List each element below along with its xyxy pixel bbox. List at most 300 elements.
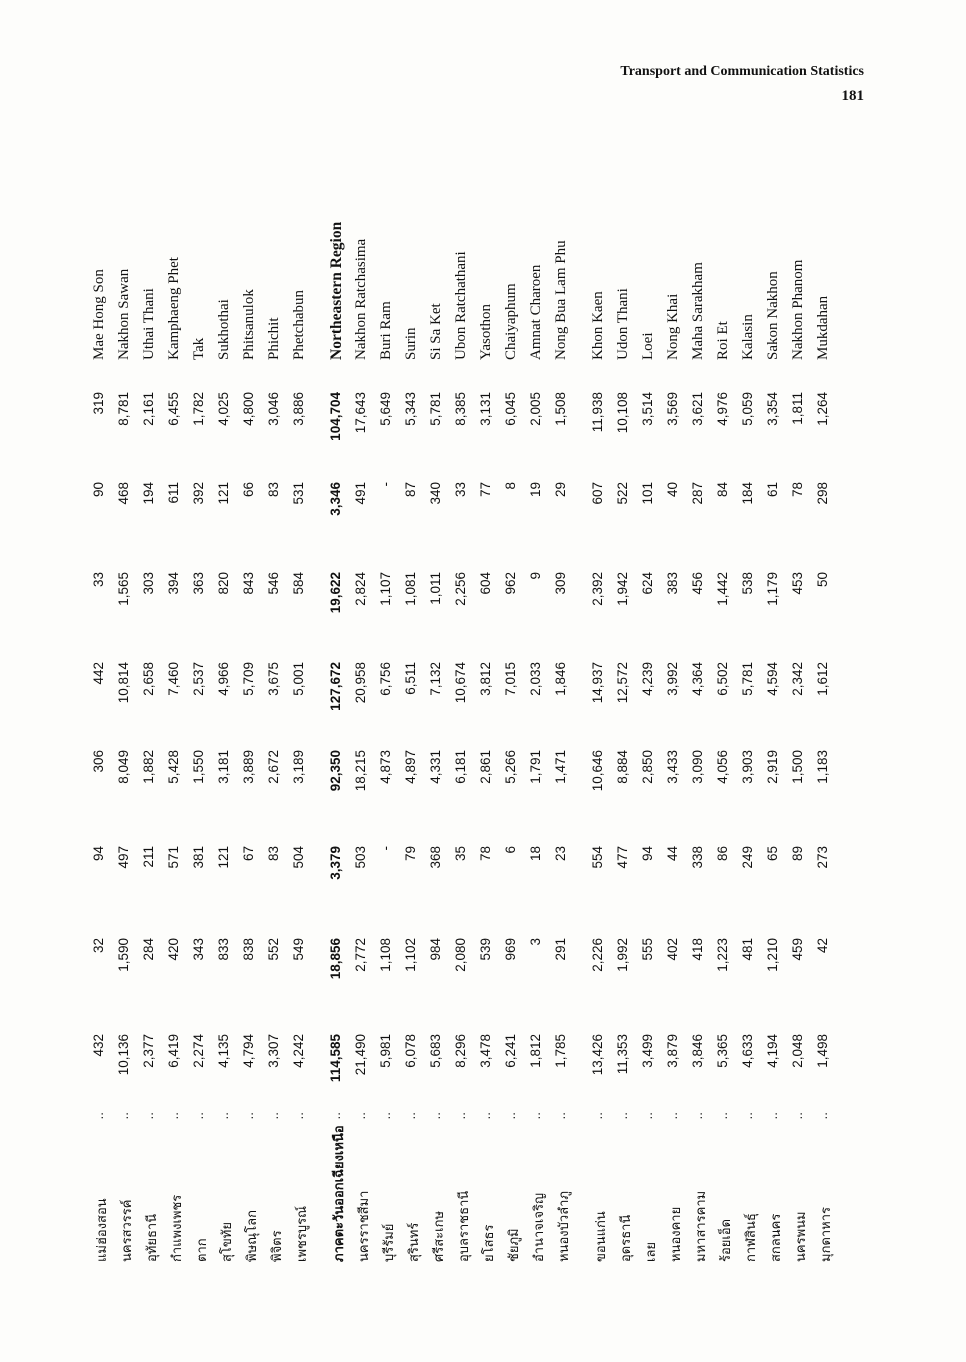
table-row <box>812 182 837 1262</box>
value-cell: 2,824 <box>353 572 368 606</box>
value-cell: 442 <box>91 662 106 685</box>
value-cell: 1,882 <box>141 750 156 784</box>
value-cell: 538 <box>740 572 755 595</box>
value-cell: 18,856 <box>328 938 343 980</box>
province-name-english: Northeastern Region <box>328 221 345 360</box>
value-cell: 19 <box>528 482 543 498</box>
province-name-english: Phichit <box>266 317 282 360</box>
value-cell: 23 <box>553 846 568 862</box>
value-cell: 3,131 <box>478 392 493 426</box>
value-cell: - <box>378 482 393 487</box>
province-name-thai: กำแพงเพชร <box>166 1120 187 1262</box>
value-cell: 1,500 <box>790 750 805 784</box>
value-cell: 504 <box>291 846 306 869</box>
value-cell: 5,428 <box>166 750 181 784</box>
value-cell: 838 <box>241 938 256 961</box>
value-cell: 7,132 <box>428 662 443 696</box>
value-cell: 18 <box>528 846 543 862</box>
value-cell: 10,674 <box>453 662 468 704</box>
value-cell: 6,511 <box>403 662 418 695</box>
value-cell: 5,683 <box>428 1034 443 1068</box>
value-cell: 481 <box>740 938 755 961</box>
province-name-thai: อุทัยธานี <box>141 1120 162 1262</box>
value-cell: 3,354 <box>765 392 780 426</box>
table-row <box>288 182 313 1262</box>
value-cell: 1,508 <box>553 392 568 426</box>
province-name-thai: อุดรธานี <box>615 1120 636 1262</box>
province-name-thai: ชัยภูมิ <box>503 1120 524 1262</box>
value-cell: 8,781 <box>116 392 131 426</box>
value-cell: 194 <box>141 482 156 505</box>
table-row <box>637 182 662 1262</box>
value-cell: 8,049 <box>116 750 131 784</box>
value-cell: 3,307 <box>266 1034 281 1068</box>
value-cell: 1,992 <box>615 938 630 972</box>
value-cell: 3,433 <box>665 750 680 784</box>
value-cell: 2,048 <box>790 1034 805 1068</box>
value-cell: 477 <box>615 846 630 869</box>
province-name-english: Uthai Thani <box>141 288 157 360</box>
value-cell: 554 <box>590 846 605 869</box>
value-cell: 4,800 <box>241 392 256 426</box>
province-name-thai: ร้อยเอ็ด <box>715 1120 736 1262</box>
value-cell: 2,342 <box>790 662 805 696</box>
province-name-english: Nakhon Phanom <box>790 259 806 360</box>
table-row <box>88 182 113 1262</box>
value-cell: 1,179 <box>765 572 780 606</box>
value-cell: 3,879 <box>665 1034 680 1068</box>
value-cell: 3,090 <box>690 750 705 784</box>
value-cell: 338 <box>690 846 705 869</box>
province-name-thai: ศรีสะเกษ <box>428 1120 449 1262</box>
table-row <box>500 182 525 1262</box>
value-cell: 8,884 <box>615 750 630 784</box>
table-row <box>213 182 238 1262</box>
value-cell: 44 <box>665 846 680 862</box>
value-cell: 1,590 <box>116 938 131 972</box>
value-cell: 1,107 <box>378 572 393 606</box>
value-cell: 1,108 <box>378 938 393 972</box>
province-name-thai: เพชรบูรณ์ <box>291 1120 312 1262</box>
value-cell: 10,108 <box>615 392 630 434</box>
value-cell: 2,392 <box>590 572 605 606</box>
province-name-thai: ขอนแก่น <box>590 1120 611 1262</box>
value-cell: 2,919 <box>765 750 780 784</box>
table-row <box>450 182 475 1262</box>
value-cell: 84 <box>715 482 730 498</box>
value-cell: 291 <box>553 938 568 961</box>
value-cell: 3,812 <box>478 662 493 696</box>
value-cell: 5,981 <box>378 1034 393 1068</box>
table-row <box>238 182 263 1262</box>
value-cell: 5,001 <box>291 662 306 696</box>
table-row <box>188 182 213 1262</box>
table-row <box>762 182 787 1262</box>
province-name-thai: เลย <box>640 1120 661 1262</box>
value-cell: 1,210 <box>765 938 780 972</box>
value-cell: 5,266 <box>503 750 518 784</box>
value-cell: 549 <box>291 938 306 961</box>
value-cell: 381 <box>191 846 206 869</box>
province-name-english: Si Sa Ket <box>428 303 444 360</box>
province-name-english: Sukhothai <box>216 299 232 360</box>
value-cell: 1,812 <box>528 1034 543 1068</box>
value-cell: 1,785 <box>553 1034 568 1068</box>
value-cell: 2,772 <box>353 938 368 972</box>
value-cell: 4,056 <box>715 750 730 784</box>
value-cell: 1,846 <box>553 662 568 696</box>
value-cell: 4,331 <box>428 750 443 784</box>
value-cell: 10,136 <box>116 1034 131 1076</box>
value-cell: 121 <box>216 482 231 505</box>
table-row <box>113 182 138 1262</box>
value-cell: 3,675 <box>266 662 281 696</box>
table-row <box>550 182 575 1262</box>
value-cell: 3,621 <box>690 392 705 426</box>
value-cell: 92,350 <box>328 750 343 792</box>
value-cell: 5,781 <box>428 392 443 426</box>
province-name-english: Tak <box>191 337 207 360</box>
province-name-thai: นครพนม <box>790 1120 811 1262</box>
value-cell: 1,565 <box>116 572 131 606</box>
value-cell: 394 <box>166 572 181 595</box>
province-name-thai: กาฬสินธุ์ <box>740 1120 761 1262</box>
value-cell: 624 <box>640 572 655 595</box>
value-cell: 13,426 <box>590 1034 605 1076</box>
value-cell: 7,460 <box>166 662 181 696</box>
province-name-thai: แม่ฮ่องสอน <box>91 1120 112 1262</box>
value-cell: 8,385 <box>453 392 468 426</box>
province-name-english: Nong Khai <box>665 293 681 360</box>
value-cell: 607 <box>590 482 605 505</box>
value-cell: 2,226 <box>590 938 605 972</box>
value-cell: 604 <box>478 572 493 595</box>
value-cell: 298 <box>815 482 830 505</box>
value-cell: 2,850 <box>640 750 655 784</box>
value-cell: 3,992 <box>665 662 680 696</box>
value-cell: 2,861 <box>478 750 493 784</box>
province-name-english: Buri Ram <box>378 301 394 360</box>
value-cell: 3,569 <box>665 392 680 426</box>
value-cell: 4,966 <box>216 662 231 696</box>
value-cell: 552 <box>266 938 281 961</box>
value-cell: 4,897 <box>403 750 418 784</box>
value-cell: 4,873 <box>378 750 393 784</box>
value-cell: 4,242 <box>291 1034 306 1068</box>
value-cell: 392 <box>191 482 206 505</box>
value-cell: 284 <box>141 938 156 961</box>
province-name-thai: หนองคาย <box>665 1120 686 1262</box>
province-name-thai: ยโสธร <box>478 1120 499 1262</box>
value-cell: 4,025 <box>216 392 231 426</box>
value-cell: 820 <box>216 572 231 595</box>
table-row <box>787 182 812 1262</box>
value-cell: 340 <box>428 482 443 505</box>
value-cell: 5,365 <box>715 1034 730 1068</box>
value-cell: 19,622 <box>328 572 343 614</box>
table-row <box>525 182 550 1262</box>
value-cell: 546 <box>266 572 281 595</box>
value-cell: 3,514 <box>640 392 655 426</box>
value-cell: 611 <box>166 482 181 504</box>
value-cell: 35 <box>453 846 468 862</box>
province-name-thai: มุกดาหาร <box>815 1120 836 1262</box>
value-cell: 3,846 <box>690 1034 705 1068</box>
value-cell: 2,005 <box>528 392 543 426</box>
value-cell: 3,889 <box>241 750 256 784</box>
value-cell: 9 <box>528 572 543 580</box>
province-name-english: Nong Bua Lam Phu <box>553 240 569 360</box>
province-name-english: Kamphaeng Phet <box>166 257 182 360</box>
value-cell: 87 <box>403 482 418 498</box>
value-cell: 94 <box>91 846 106 862</box>
value-cell: 303 <box>141 572 156 595</box>
value-cell: 3,181 <box>216 750 231 784</box>
value-cell: 249 <box>740 846 755 869</box>
value-cell: 343 <box>191 938 206 961</box>
province-name-thai: นครราชสีมา <box>353 1120 374 1262</box>
value-cell: 127,672 <box>328 662 343 711</box>
value-cell: 78 <box>790 482 805 498</box>
value-cell: 10,814 <box>116 662 131 704</box>
value-cell: 418 <box>690 938 705 961</box>
value-cell: 843 <box>241 572 256 595</box>
province-name-thai: ตาก <box>191 1120 212 1262</box>
value-cell: 8,296 <box>453 1034 468 1068</box>
value-cell: 1,102 <box>403 938 418 972</box>
value-cell: 2,377 <box>141 1034 156 1068</box>
value-cell: 459 <box>790 938 805 961</box>
running-header-title: Transport and Communication Statistics <box>620 64 864 79</box>
province-name-english: Amnat Charoen <box>528 264 544 360</box>
value-cell: 287 <box>690 482 705 505</box>
province-name-thai: ภาคตะวันออกเฉียงเหนือ <box>328 1120 349 1262</box>
value-cell: 8 <box>503 482 518 490</box>
table-row <box>712 182 737 1262</box>
province-name-english: Phetchabun <box>291 290 307 360</box>
province-name-english: Nakhon Ratchasima <box>353 238 369 360</box>
value-cell: 2,080 <box>453 938 468 972</box>
value-cell: 539 <box>478 938 493 961</box>
value-cell: 468 <box>116 482 131 505</box>
province-name-english: Udon Thani <box>615 288 631 360</box>
province-name-english: Surin <box>403 327 419 360</box>
value-cell: 2,256 <box>453 572 468 606</box>
value-cell: 33 <box>91 572 106 588</box>
table-row <box>263 182 288 1262</box>
value-cell: 2,274 <box>191 1034 206 1068</box>
table-row <box>587 182 612 1262</box>
value-cell: 309 <box>553 572 568 595</box>
value-cell: 17,643 <box>353 392 368 434</box>
value-cell: 4,194 <box>765 1034 780 1068</box>
value-cell: 969 <box>503 938 518 961</box>
value-cell: 20,958 <box>353 662 368 704</box>
value-cell: 3,478 <box>478 1034 493 1068</box>
value-cell: 319 <box>91 392 106 415</box>
value-cell: 11,938 <box>590 392 605 433</box>
province-name-english: Phitsanulok <box>241 289 257 360</box>
value-cell: - <box>378 846 393 851</box>
value-cell: 61 <box>765 482 780 498</box>
value-cell: 6 <box>503 846 518 854</box>
value-cell: 10,646 <box>590 750 605 792</box>
value-cell: 962 <box>503 572 518 595</box>
value-cell: 1,081 <box>403 572 418 606</box>
value-cell: 2,537 <box>191 662 206 696</box>
value-cell: 33 <box>453 482 468 498</box>
value-cell: 2,672 <box>266 750 281 784</box>
value-cell: 6,181 <box>453 750 468 784</box>
province-name-thai: พิษณุโลก <box>241 1120 262 1262</box>
value-cell: 1,498 <box>815 1034 830 1068</box>
value-cell: 21,490 <box>353 1034 368 1076</box>
table-row <box>687 182 712 1262</box>
value-cell: 50 <box>815 572 830 588</box>
value-cell: 3,903 <box>740 750 755 784</box>
province-name-english: Mukdahan <box>815 295 831 360</box>
table-row <box>138 182 163 1262</box>
province-name-thai: หนองบัวลำภู <box>553 1120 574 1262</box>
province-name-english: Mae Hong Son <box>91 269 107 360</box>
province-name-english: Kalasin <box>740 314 756 360</box>
value-cell: 1,442 <box>715 572 730 606</box>
value-cell: 1,183 <box>815 750 830 784</box>
value-cell: 531 <box>291 482 306 505</box>
table-row <box>350 182 375 1262</box>
value-cell: 1,223 <box>715 938 730 972</box>
value-cell: 402 <box>665 938 680 961</box>
province-name-english: Roi Et <box>715 321 731 360</box>
value-cell: 121 <box>216 846 231 869</box>
province-name-english: Yasothon <box>478 304 494 360</box>
value-cell: 6,241 <box>503 1034 518 1068</box>
value-cell: 984 <box>428 938 443 961</box>
province-name-thai: อำนาจเจริญ <box>528 1120 549 1262</box>
value-cell: 65 <box>765 846 780 862</box>
value-cell: 6,502 <box>715 662 730 696</box>
value-cell: 86 <box>715 846 730 862</box>
table-row <box>612 182 637 1262</box>
page-number: 181 <box>841 88 864 104</box>
value-cell: 83 <box>266 846 281 862</box>
value-cell: 4,239 <box>640 662 655 696</box>
value-cell: 1,942 <box>615 572 630 606</box>
value-cell: 14,937 <box>590 662 605 704</box>
value-cell: 503 <box>353 846 368 869</box>
value-cell: 6,419 <box>166 1034 181 1068</box>
province-name-thai: สุรินทร์ <box>403 1120 424 1262</box>
value-cell: 1,264 <box>815 392 830 426</box>
value-cell: 1,011 <box>428 572 443 605</box>
value-cell: 363 <box>191 572 206 595</box>
value-cell: 4,594 <box>765 662 780 696</box>
value-cell: 3,046 <box>266 392 281 426</box>
province-name-thai: อุบลราชธานี <box>453 1120 474 1262</box>
value-cell: 453 <box>790 572 805 595</box>
value-cell: 420 <box>166 938 181 961</box>
table-row <box>163 182 188 1262</box>
value-cell: 184 <box>740 482 755 505</box>
value-cell: 89 <box>790 846 805 862</box>
province-name-thai: บุรีรัมย์ <box>378 1120 399 1262</box>
value-cell: 1,791 <box>528 750 543 784</box>
value-cell: 3,499 <box>640 1034 655 1068</box>
value-cell: 432 <box>91 1034 106 1057</box>
value-cell: 79 <box>403 846 418 862</box>
value-cell: 11,353 <box>615 1034 630 1075</box>
value-cell: 368 <box>428 846 443 869</box>
value-cell: 32 <box>91 938 106 954</box>
value-cell: 114,585 <box>328 1034 343 1083</box>
value-cell: 497 <box>116 846 131 869</box>
table-row <box>662 182 687 1262</box>
value-cell: 571 <box>166 846 181 869</box>
value-cell: 4,364 <box>690 662 705 696</box>
province-name-english: Ubon Ratchathani <box>453 251 469 360</box>
value-cell: 7,015 <box>503 662 518 696</box>
value-cell: 90 <box>91 482 106 498</box>
value-cell: 456 <box>690 572 705 595</box>
province-name-english: Sakon Nakhon <box>765 271 781 360</box>
value-cell: 1,550 <box>191 750 206 784</box>
table-row <box>325 182 350 1262</box>
value-cell: 94 <box>640 846 655 862</box>
table-row <box>400 182 425 1262</box>
value-cell: 4,135 <box>216 1034 231 1068</box>
value-cell: 66 <box>241 482 256 498</box>
value-cell: 12,572 <box>615 662 630 704</box>
value-cell: 383 <box>665 572 680 595</box>
value-cell: 3,189 <box>291 750 306 784</box>
value-cell: 3,886 <box>291 392 306 426</box>
value-cell: 211 <box>141 846 156 868</box>
value-cell: 5,649 <box>378 392 393 426</box>
value-cell: 5,343 <box>403 392 418 426</box>
value-cell: 67 <box>241 846 256 862</box>
value-cell: 522 <box>615 482 630 505</box>
value-cell: 101 <box>640 482 655 505</box>
value-cell: 555 <box>640 938 655 961</box>
value-cell: 78 <box>478 846 493 862</box>
value-cell: 4,976 <box>715 392 730 426</box>
value-cell: 2,033 <box>528 662 543 696</box>
value-cell: 18,215 <box>353 750 368 792</box>
value-cell: 833 <box>216 938 231 961</box>
value-cell: 2,658 <box>141 662 156 696</box>
value-cell: 6,756 <box>378 662 393 696</box>
value-cell: 1,612 <box>815 662 830 696</box>
value-cell: 3,346 <box>328 482 343 516</box>
province-name-thai: สุโขทัย <box>216 1120 237 1262</box>
table-row <box>375 182 400 1262</box>
province-name-thai: พิจิตร <box>266 1120 287 1262</box>
province-name-english: Nakhon Sawan <box>116 268 132 360</box>
value-cell: 4,794 <box>241 1034 256 1068</box>
table-row <box>475 182 500 1262</box>
value-cell: 5,059 <box>740 392 755 426</box>
value-cell: 2,161 <box>141 392 156 426</box>
value-cell: 104,704 <box>328 392 343 441</box>
value-cell: 42 <box>815 938 830 954</box>
statistics-table <box>80 182 833 1262</box>
value-cell: 3 <box>528 938 543 946</box>
value-cell: 491 <box>353 482 368 505</box>
value-cell: 306 <box>91 750 106 773</box>
province-name-thai: นครสวรรค์ <box>116 1120 137 1262</box>
value-cell: 6,455 <box>166 392 181 426</box>
table-row <box>737 182 762 1262</box>
